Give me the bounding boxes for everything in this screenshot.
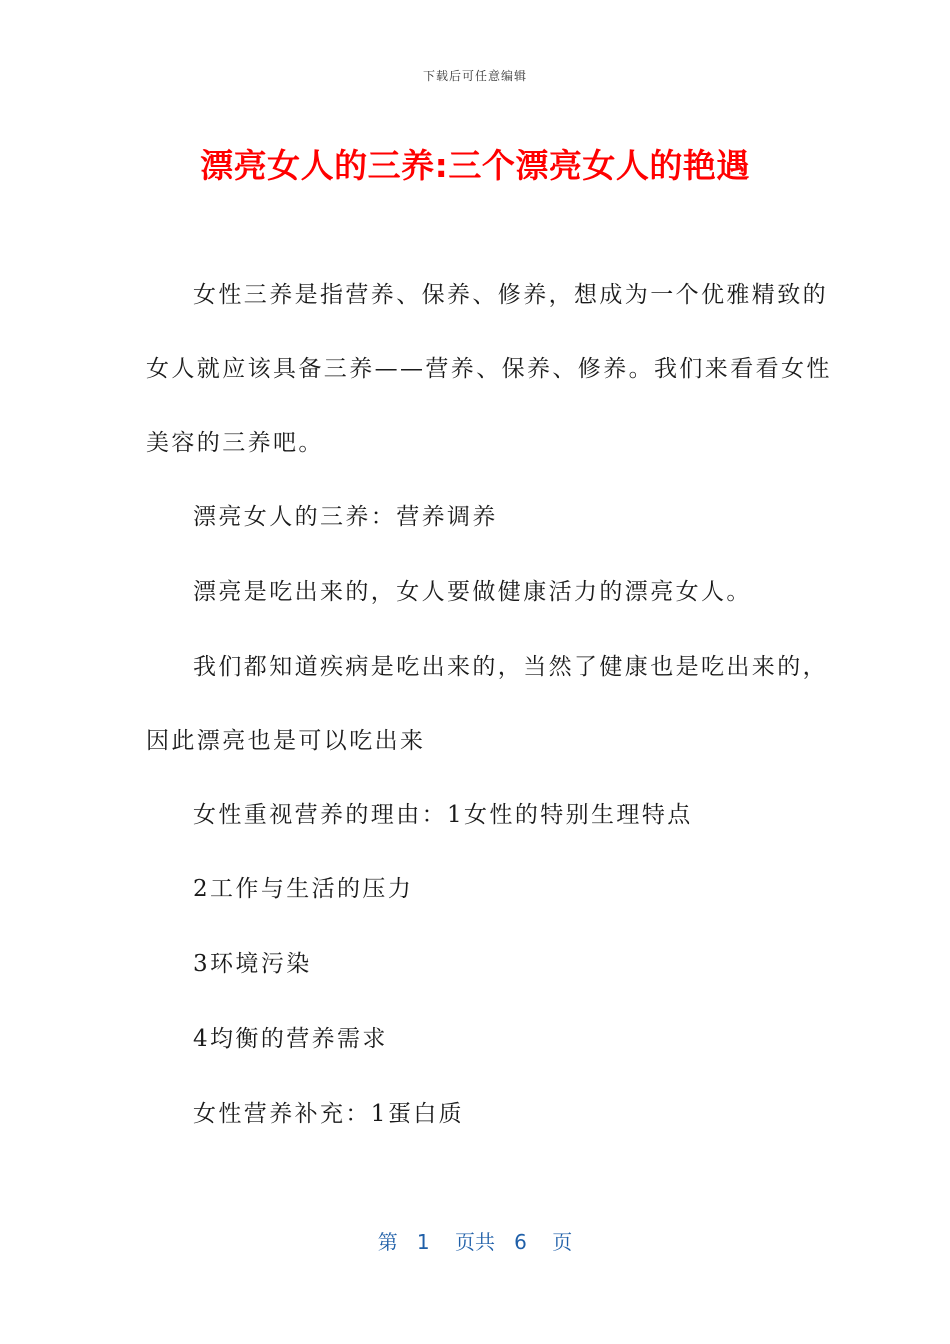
current-page-number: 1 bbox=[416, 1230, 430, 1254]
footer-middle: 页共 bbox=[455, 1230, 495, 1254]
paragraph-line: 4均衡的营养需求 bbox=[193, 1026, 388, 1052]
paragraph-line: 美容的三养吧。 bbox=[146, 430, 324, 456]
total-pages-number: 6 bbox=[514, 1230, 527, 1254]
paragraph-line: 女人就应该具备三养——营养、保养、修养。我们来看看女性 bbox=[146, 356, 832, 382]
paragraph-line: 我们都知道疾病是吃出来的，当然了健康也是吃出来的， bbox=[193, 654, 828, 680]
footer-suffix: 页 bbox=[552, 1230, 573, 1254]
paragraph-line: 漂亮是吃出来的，女人要做健康活力的漂亮女人。 bbox=[193, 579, 752, 605]
paragraph-line: 2工作与生活的压力 bbox=[193, 876, 414, 902]
paragraph-line: 女性重视营养的理由：1女性的特别生理特点 bbox=[193, 802, 693, 828]
paragraph-line: 3环境污染 bbox=[193, 951, 312, 977]
paragraph-line: 因此漂亮也是可以吃出来 bbox=[146, 728, 426, 754]
page-footer bbox=[0, 1226, 950, 1255]
paragraph-line: 女性三养是指营养、保养、修养，想成为一个优雅精致的 bbox=[193, 282, 828, 308]
paragraph-line: 漂亮女人的三养：营养调养 bbox=[193, 504, 498, 530]
paragraph-line: 女性营养补充：1蛋白质 bbox=[193, 1101, 465, 1127]
header-note: 下载后可任意编辑 bbox=[422, 69, 527, 83]
page-title: 漂亮女人的三养:三个漂亮女人的艳遇 bbox=[200, 146, 750, 185]
footer-prefix: 第 bbox=[377, 1230, 398, 1254]
